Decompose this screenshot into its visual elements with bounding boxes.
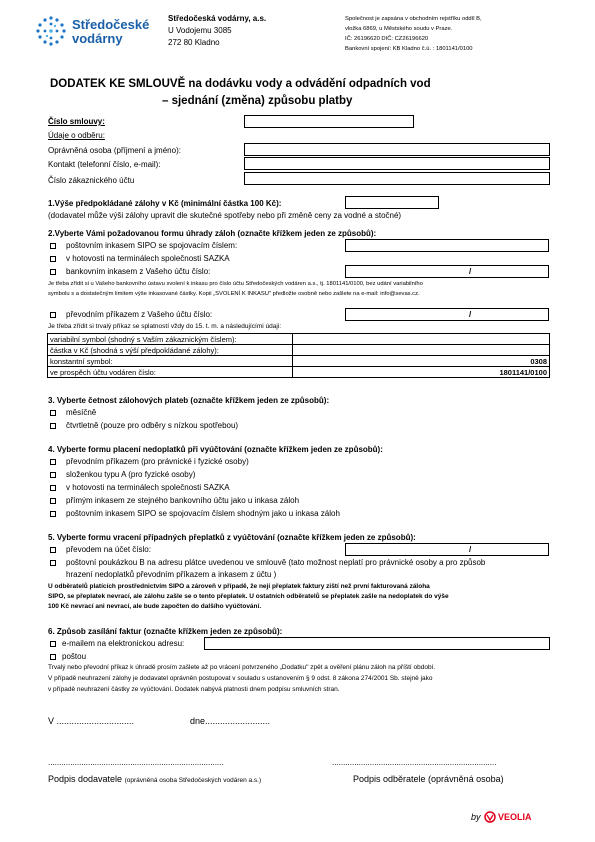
table-row (48, 334, 550, 345)
sipo-checkbox[interactable] (50, 243, 56, 249)
bank-collection-checkbox[interactable] (50, 269, 56, 275)
document-subtitle: – sjednání (změna) způsobu platby (162, 95, 353, 107)
contract-number-label: Číslo smlouvy: (48, 117, 105, 126)
table-row (48, 356, 550, 367)
table-cell-label: ve prospěch účtu vodáren číslo: (48, 367, 293, 378)
registry-line2: vložka 6869, u Městského soudu v Praze. (345, 26, 453, 32)
section1-heading: 1.Výše předpokládané zálohy v Kč (minimální částka 100 Kč): (48, 199, 282, 208)
table-cell-value: 0308 (293, 356, 550, 367)
s4-cash-label: v hotovosti na terminálech společnosti SAZKA (66, 483, 230, 492)
section5-heading: 5. Vyberte formu vracení případných přeplatků z vyúčtování (označte křížkem jeden ze způsobů): (48, 533, 416, 542)
supplier-label: Podpis dodavatele (48, 774, 123, 784)
bank-account-input[interactable] (345, 265, 549, 278)
table-cell-value: 1801141/0100 (293, 367, 550, 378)
table-cell-label: konstantní symbol: (48, 356, 293, 367)
standing-order-note: Je třeba zřídit si trvalý příkaz se splatností vždy do 15. t. m. a následujícími údaji: (48, 323, 282, 330)
section4-heading: 4. Vyberte formu placení nedoplatků při vyúčtování (označte křížkem jeden ze způsobů): (48, 445, 383, 454)
section6-heading: 6. Způsob zasílání faktur (označte křížkem jeden ze způsobů): (48, 627, 283, 636)
customer-number-label: Číslo zákaznického účtu (48, 176, 135, 185)
bank-note-line1: Je třeba zřídit si u Vašeho bankovního ústavu svolení k inkasu pro číslo účtu Středočeských vodáren a.s., tj. 1801141/0100, bez udání variabilního (48, 281, 423, 287)
s4-transfer-label: převodním příkazem (pro právnické i fyzické osoby) (66, 457, 249, 466)
s5-transfer-checkbox[interactable] (50, 547, 56, 553)
supplier-signature-line[interactable]: ............................................................................... (48, 758, 224, 767)
bank-account-slash: / (469, 267, 472, 276)
s4-direct-debit-label: přímým inkasem ze stejného bankovního účtu jako u inkasa záloh (66, 496, 300, 505)
place-field[interactable]: V ............................... (48, 716, 135, 726)
invoice-email-checkbox[interactable] (50, 641, 56, 647)
s5-postal-label-line1: poštovní poukázkou B na adresu plátce uvedenou ve smlouvě (tato možnost neplatí pro právnické osoby a pro způsob (66, 558, 486, 567)
table-cell-label: částka v Kč (shodná s výší předpokládané zálohy): (48, 345, 293, 356)
logo-text-line1: Středočeské (72, 17, 150, 32)
table-row (48, 367, 550, 378)
contact-label: Kontakt (telefonní číslo, e-mail): (48, 160, 161, 169)
transfer-account-input[interactable] (345, 308, 549, 321)
s4-direct-debit-checkbox[interactable] (50, 498, 56, 504)
final-note-line1: Trvalý nebo převodní příkaz k úhradě prosím zašlete až po vrácení potvrzeného „Dodatku" zpět a ověření plánu záloh na příští období. (48, 664, 436, 671)
table-cell-value[interactable] (293, 334, 550, 345)
sipo-label: poštovním inkasem SIPO se spojovacím číslem: (66, 241, 238, 250)
transfer-order-label: převodním příkazem z Vašeho účtu číslo: (66, 310, 213, 319)
invoice-email-label: e-mailem na elektronickou adresu: (62, 639, 185, 648)
bank-collection-label: bankovním inkasem z Vašeho účtu číslo: (66, 267, 211, 276)
section2-heading: 2.Vyberte Vámi požadovanou formu úhrady záloh (označte křížkem jeden ze způsobů): (48, 229, 377, 238)
registry-ic: IČ: 26196620 DIČ: CZ26196620 (345, 36, 429, 42)
intake-label: Údaje o odběru: (48, 131, 105, 140)
date-field[interactable]: dne.......................... (190, 716, 271, 726)
section3-heading: 3. Vyberte četnost zálohových plateb (označte křížkem jeden ze způsobů): (48, 396, 330, 405)
customer-number-input[interactable] (244, 172, 550, 185)
brand-by: by (471, 812, 481, 822)
invoice-post-label: poštou (62, 652, 87, 661)
company-name: Středočeská vodárny, a.s. (168, 14, 267, 23)
refund-note-line1: U odběratelů platících prostřednictvím SIPO a zároveň v případě, že nejí přeplatek faktury ziští než první fakturovaná záloha (48, 583, 430, 590)
s4-cash-checkbox[interactable] (50, 485, 56, 491)
supplier-signature-label (48, 774, 261, 786)
customer-signature-line[interactable]: .......................................................................... (332, 758, 497, 767)
sipo-number-input[interactable] (345, 239, 549, 252)
section1-note: (dodavatel může výši zálohy upravit dle skutečné spotřeby nebo při změně ceny za vodné a stočné) (48, 211, 402, 220)
s5-postal-checkbox[interactable] (50, 560, 56, 566)
quarterly-checkbox[interactable] (50, 423, 56, 429)
logo-text-line2: vodárny (72, 31, 123, 46)
s4-postal-checkbox[interactable] (50, 472, 56, 478)
company-street: U Vodojemu 3085 (168, 26, 232, 35)
final-note-line3: v případě neuhrazení částky ze vyúčtování. Dodatek nabývá platnosti dnem podpisu smluvních stran. (48, 686, 340, 693)
person-input[interactable] (244, 143, 550, 156)
monthly-checkbox[interactable] (50, 410, 56, 416)
document-title: DODATEK KE SMLOUVĚ na dodávku vody a odvádění odpadních vod (50, 78, 431, 90)
table-row (48, 345, 550, 356)
refund-note-line2: SIPO, se přeplatek nevrací, ale zálohu zašle se o tento přeplatek. U ostatních odběratelů se přeplatek zašle na nedoplatek do výše (48, 593, 449, 600)
s4-transfer-checkbox[interactable] (50, 459, 56, 465)
transfer-order-checkbox[interactable] (50, 312, 56, 318)
invoice-post-checkbox[interactable] (50, 654, 56, 660)
s5-postal-label-line2: hrazení nedoplatků převodním příkazem a inkasem z účtu ) (66, 570, 277, 579)
cash-checkbox[interactable] (50, 256, 56, 262)
s4-sipo-checkbox[interactable] (50, 511, 56, 517)
s4-sipo-label: poštovním inkasem SIPO se spojovacím číslem shodným jako u inkasa záloh (66, 509, 340, 518)
supplier-note: (oprávněná osoba Středočeských vodáren a.s.) (124, 777, 262, 784)
registry-line1: Společnost je zapsána v obchodním rejstříku oddíl B, (345, 16, 482, 22)
s4-postal-label: složenkou typu A (pro fyzické osoby) (66, 470, 196, 479)
customer-signature-label: Podpis odběratele (oprávněná osoba) (353, 774, 504, 784)
transfer-account-slash: / (469, 310, 472, 319)
quarterly-label: čtvrtletně (pouze pro odběry s nízkou spotřebou) (66, 421, 239, 430)
person-label: Oprávněná osoba (příjmení a jméno): (48, 146, 181, 155)
company-city: 272 80 Kladno (168, 38, 220, 47)
refund-note-line3: 100 Kč nevrací ani nevrací, ale bude započten do dalšího vyúčtování. (48, 603, 262, 610)
veolia-logo-icon (484, 811, 496, 823)
table-cell-label: variabilní symbol (shodný s Vaším zákaznickým číslem): (48, 334, 293, 345)
refund-account-input[interactable] (345, 543, 549, 556)
monthly-label: měsíčně (66, 408, 97, 417)
advance-amount-input[interactable] (345, 196, 439, 209)
brand-name: VEOLIA (498, 812, 532, 822)
registry-bank: Bankovní spojení: KB Kladno č.ú. : 1801141/0100 (345, 46, 473, 52)
final-note-line2: V případě neuhrazení zálohy je dodavatel oprávněn postupovat v souladu s ustanovením § 9 odst. 8 zákona 274/2001 Sb. stejně jako (48, 675, 433, 682)
bank-note-line2: symbolu s a dostatečným limitem výše inkasované částky. Kopii „SVOLENÍ K INKASU" předložte osobně nebo zašlete na e-mail: info@sevas.cz. (48, 291, 420, 297)
company-logo (34, 14, 164, 48)
invoice-email-input[interactable] (204, 637, 550, 650)
logo-dots-icon (34, 14, 68, 48)
table-cell-value[interactable] (293, 345, 550, 356)
contact-input[interactable] (244, 157, 550, 170)
refund-account-slash: / (469, 545, 472, 554)
standing-order-table (47, 333, 550, 378)
cash-label: v hotovosti na terminálech společnosti SAZKA (66, 254, 230, 263)
s5-transfer-label: převodem na účet číslo: (66, 545, 151, 554)
contract-number-input[interactable] (244, 115, 414, 128)
